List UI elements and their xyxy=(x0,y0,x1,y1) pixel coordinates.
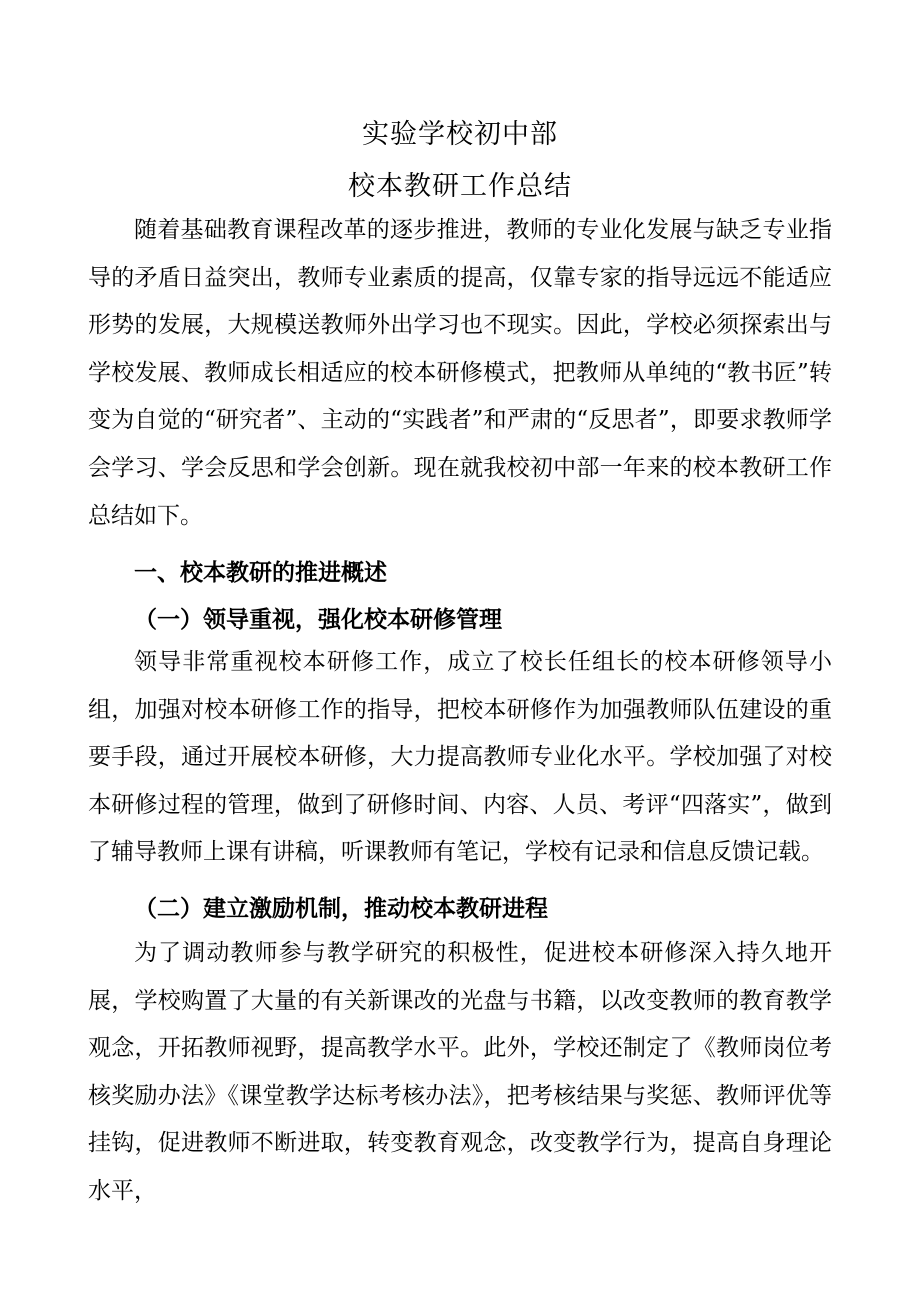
subsection1-paragraph: 领导非常重视校本研修工作，成立了校长任组长的校本研修领导小组，加强对校本研修工作的指导，把校本研修作为加强教师队伍建设的重要手段，通过开展校本研修，大力提高教师专业化水平。学校加强了对校本研修过程的管理，做到了研修时间、内容、人员、考评“四落实”，做到了辅导教师上课有讲稿，听课教师有笔记，学校有记录和信息反馈记载。 xyxy=(88,649,832,866)
document-title-line2: 校本教研工作总结 xyxy=(348,171,572,202)
intro-paragraph: 随着基础教育课程改革的逐步推进，教师的专业化发展与缺乏专业指导的矛盾日益突出，教师专业素质的提高，仅靠专家的指导远远不能适应形势的发展，大规模送教师外出学习也不现实。因此，学校必须探索出与学校发展、教师成长相适应的校本研修模式，把教师从单纯的“教书匠”转变为自觉的“研究者”、主动的“实践者”和严肃的“反思者”，即要求教师学会学习、学会反思和学会创新。现在就我校初中部一年来的校本教研工作总结如下。 xyxy=(88,217,832,529)
subsection1-heading: （一）领导重视，强化校本研修管理 xyxy=(134,606,502,633)
subsection2-paragraph: 为了调动教师参与教学研究的积极性，促进校本研修深入持久地开展，学校购置了大量的有关新课改的光盘与书籍，以改变教师的教育教学观念，开拓教师视野，提高教学水平。此外，学校还制定了《教师岗位考核奖励办法》《课堂教学达标考核办法》，把考核结果与奖惩、教师评优等挂钩，促进教师不断进取，转变教育观念，改变教学行为，提高自身理论水平， xyxy=(88,940,832,1204)
document-title-line1: 实验学校初中部 xyxy=(362,119,558,150)
section1-heading: 一、校本教研的推进概述 xyxy=(134,559,387,586)
subsection2-heading: （二）建立激励机制，推动校本教研进程 xyxy=(134,895,548,922)
